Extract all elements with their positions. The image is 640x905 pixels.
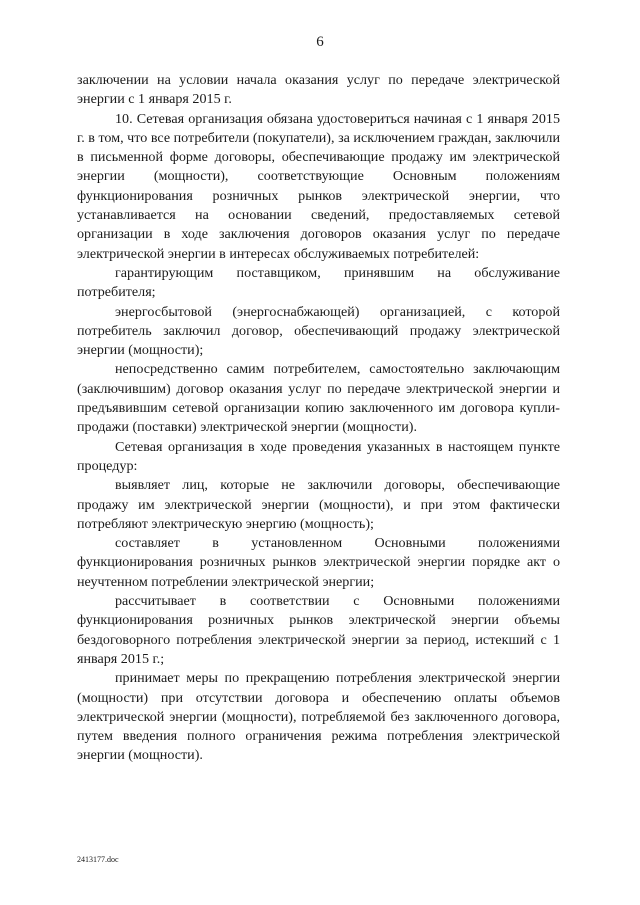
paragraph-identifies: выявляет лиц, которые не заключили договоры, обеспечивающие продажу им электрической энергии (мощности), и при этом фактически потребляют электрическую энергию (мощность); (77, 477, 560, 532)
document-body (77, 71, 560, 766)
paragraph-network-org-procedures: Сетевая организация в ходе проведения указанных в настоящем пункте процедур: (77, 438, 560, 474)
paragraph-calculates: рассчитывает в соответствии с Основными положениями функционирования розничных рынков электрической энергии объемы бездоговорного потребления электрической энергии за период, истекший с 1 января 2015 г.; (77, 593, 560, 667)
document-filename: 2413177.doc (77, 855, 119, 864)
paragraph-takes-measures: принимает меры по прекращению потребления электрической энергии (мощности) при отсутствии договора и обеспечению оплаты объемов электрической энергии (мощности), потребляемой без заключенного договора, путем введения полного ограничения режима потребления электрической энергии (мощности). (77, 670, 560, 764)
paragraph-continuation: заключении на условии начала оказания услуг по передаче электрической энергии с 1 января 2015 г. (77, 72, 560, 108)
paragraph-supplier: гарантирующим поставщиком, принявшим на обслуживание потребителя; (77, 264, 560, 301)
page-number: 6 (316, 34, 324, 50)
paragraph-item-10: 10. Сетевая организация обязана удостовериться начиная с 1 января 2015 г. в том, что все потребители (покупатели), за исключением граждан, заключили в письменной форме договоры, обеспечивающие продажу им электрической энергии (мощности), соответствующие Основным положениям функционирования розничных рынков электрической энергии, что устанавливается на основании сведений, предоставляемых сетевой организации в ходе заключения договоров оказания услуг по передаче электрической энергии в интересах обслуживаемых потребителей: (77, 110, 560, 262)
paragraph-energy-sales-org: энергосбытовой (энергоснабжающей) организацией, с которой потребитель заключил договор, обеспечивающий продажу электрической энергии (мощности); (77, 303, 560, 359)
paragraph-draws-up-act: составляет в установленном Основными положениями функционирования розничных рынков электрической энергии порядке акт о неучтенном потреблении электрической энергии; (77, 535, 560, 590)
paragraph-consumer-directly: непосредственно самим потребителем, самостоятельно заключающим (заключившим) договор оказания услуг по передаче электрической энергии и предъявившим сетевой организации копию заключенного им договора купли-продажи (поставки) электрической энергии (мощности). (77, 361, 560, 436)
